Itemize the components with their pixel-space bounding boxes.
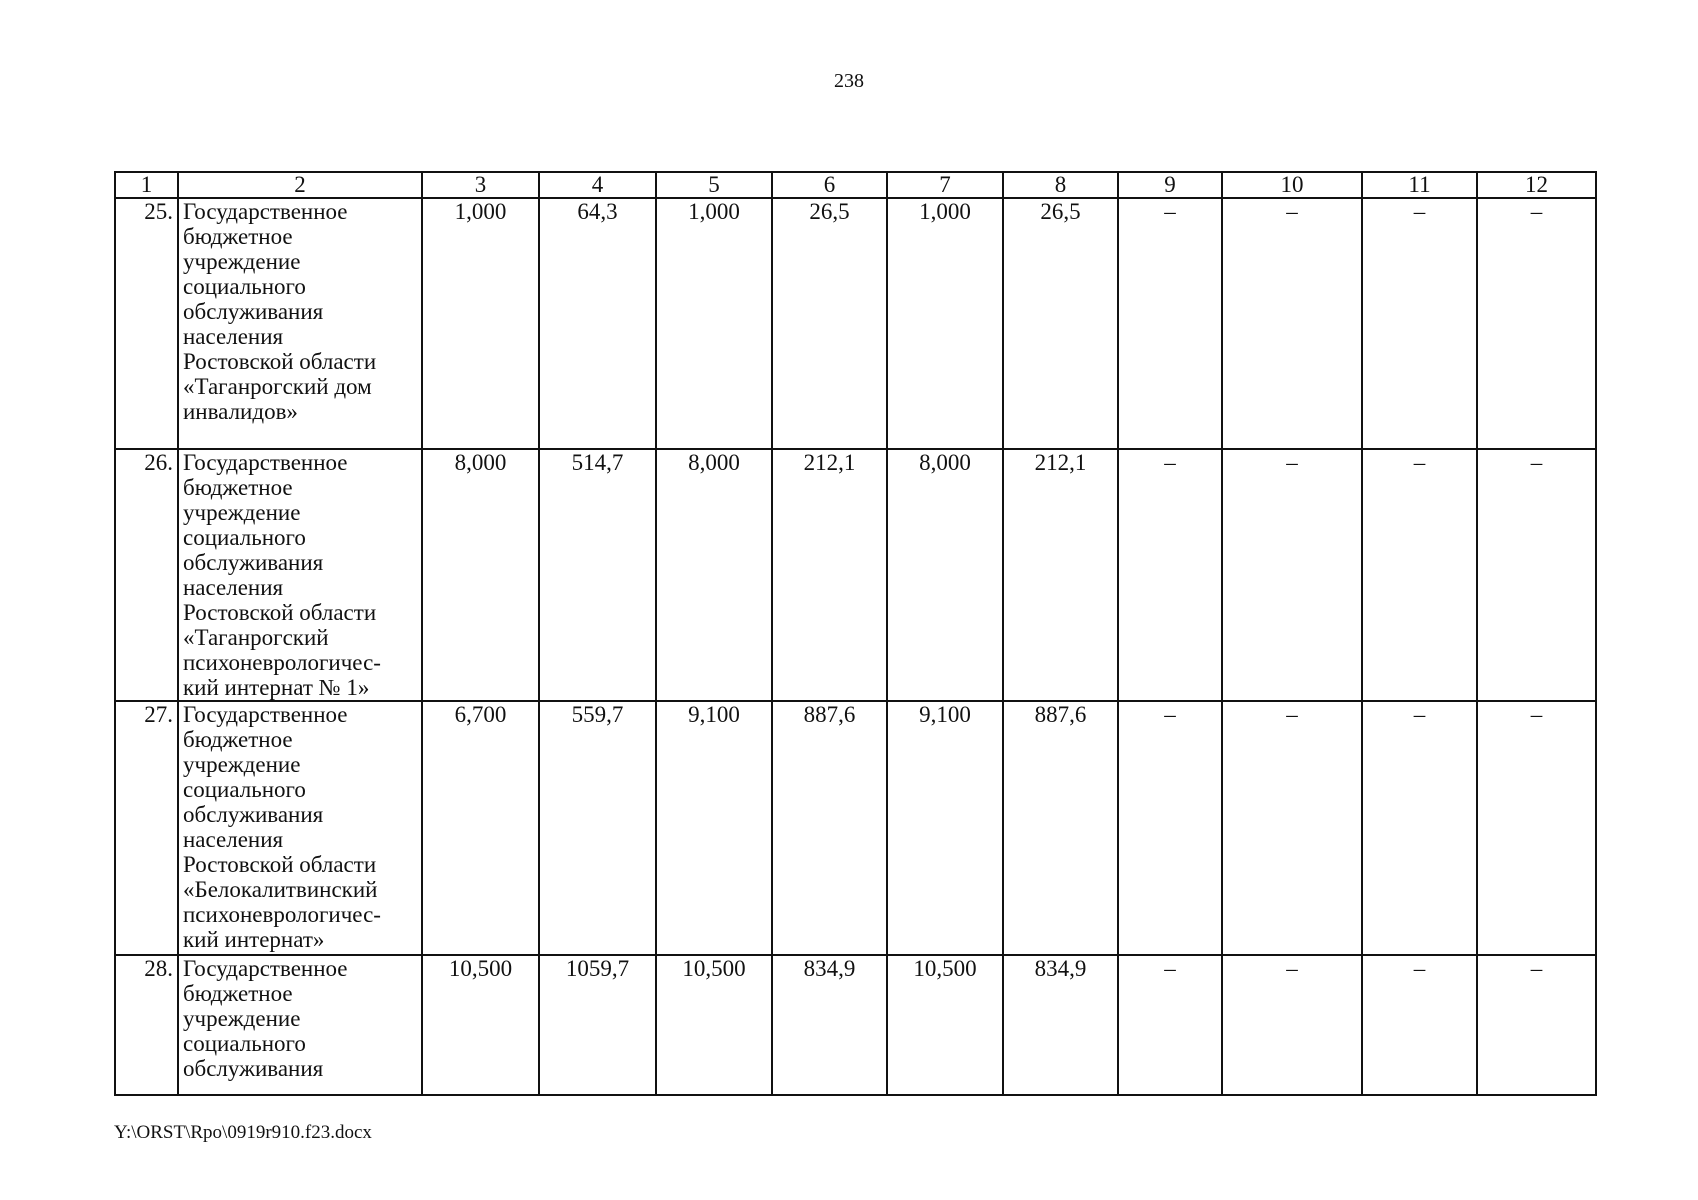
name-line: обслуживания [183,550,324,575]
name-line: бюджетное [183,224,293,249]
page-number: 238 [834,70,864,92]
cell-col8: 834,9 [1003,955,1118,1095]
name-line: кий интернат № 1» [183,675,370,700]
cell-col5: 1,000 [656,198,772,449]
cell-col6: 26,5 [772,198,887,449]
footer-file-path: Y:\ORST\Rpo\0919r910.f23.docx [114,1122,372,1143]
cell-col6: 834,9 [772,955,887,1095]
institution-name [178,198,422,449]
cell-col5: 9,100 [656,701,772,955]
cell-col6: 887,6 [772,701,887,955]
column-header: 12 [1477,172,1596,198]
cell-col4: 514,7 [539,449,656,701]
name-line: учреждение [183,500,301,525]
name-line: обслуживания [183,802,324,827]
name-line: бюджетное [183,727,293,752]
table-row [115,198,1596,449]
cell-col9: – [1118,955,1222,1095]
cell-col8: 26,5 [1003,198,1118,449]
institution-name [178,701,422,955]
column-header: 4 [539,172,656,198]
column-header: 5 [656,172,772,198]
cell-col4: 1059,7 [539,955,656,1095]
name-line: социального [183,525,306,550]
table-row [115,701,1596,955]
column-header: 3 [422,172,539,198]
institution-name [178,955,422,1095]
row-number: 25. [115,198,178,449]
data-table [114,171,1597,1096]
column-header: 7 [887,172,1003,198]
name-line: учреждение [183,249,301,274]
name-line: населения [183,827,284,852]
cell-col7: 1,000 [887,198,1003,449]
name-line: Государственное [183,702,348,727]
cell-col11: – [1362,955,1477,1095]
name-line: учреждение [183,752,301,777]
name-line: Ростовской области [183,349,377,374]
cell-col9: – [1118,449,1222,701]
column-header: 1 [115,172,178,198]
name-line: бюджетное [183,981,293,1006]
column-header: 11 [1362,172,1477,198]
column-header: 8 [1003,172,1118,198]
column-header: 9 [1118,172,1222,198]
column-header: 10 [1222,172,1362,198]
header-row [115,172,1596,198]
cell-col10: – [1222,198,1362,449]
name-line: кий интернат» [183,927,325,952]
name-line: «Таганрогский [183,625,329,650]
cell-col7: 10,500 [887,955,1003,1095]
table-row [115,449,1596,701]
name-line: психоневрологичес- [183,902,381,927]
cell-col11: – [1362,198,1477,449]
cell-col10: – [1222,449,1362,701]
name-line: населения [183,575,284,600]
cell-col12: – [1477,449,1596,701]
institution-name [178,449,422,701]
cell-col7: 9,100 [887,701,1003,955]
cell-col3: 8,000 [422,449,539,701]
name-line: Государственное [183,450,348,475]
name-line: инвалидов» [183,399,298,424]
name-line: обслуживания [183,1056,324,1081]
cell-col5: 8,000 [656,449,772,701]
cell-col11: – [1362,701,1477,955]
cell-col8: 212,1 [1003,449,1118,701]
column-header: 6 [772,172,887,198]
cell-col8: 887,6 [1003,701,1118,955]
name-line: социального [183,777,306,802]
cell-col10: – [1222,955,1362,1095]
name-line: психоневрологичес- [183,650,381,675]
cell-col3: 1,000 [422,198,539,449]
cell-col10: – [1222,701,1362,955]
cell-col9: – [1118,198,1222,449]
column-header: 2 [178,172,422,198]
cell-col9: – [1118,701,1222,955]
name-line: учреждение [183,1006,301,1031]
row-number: 27. [115,701,178,955]
name-line: «Белокалитвинский [183,877,378,902]
name-line: обслуживания [183,299,324,324]
name-line: Ростовской области [183,852,377,877]
name-line: «Таганрогский дом [183,374,372,399]
cell-col12: – [1477,198,1596,449]
name-line: Государственное [183,199,348,224]
cell-col3: 10,500 [422,955,539,1095]
name-line: бюджетное [183,475,293,500]
name-line: Ростовской области [183,600,377,625]
cell-col12: – [1477,701,1596,955]
row-number: 28. [115,955,178,1095]
cell-col4: 559,7 [539,701,656,955]
cell-col3: 6,700 [422,701,539,955]
table-row [115,955,1596,1095]
cell-col6: 212,1 [772,449,887,701]
row-number: 26. [115,449,178,701]
cell-col7: 8,000 [887,449,1003,701]
cell-col5: 10,500 [656,955,772,1095]
name-line: социального [183,1031,306,1056]
cell-col4: 64,3 [539,198,656,449]
name-line: социального [183,274,306,299]
name-line: населения [183,324,284,349]
cell-col12: – [1477,955,1596,1095]
name-line: Государственное [183,956,348,981]
cell-col11: – [1362,449,1477,701]
